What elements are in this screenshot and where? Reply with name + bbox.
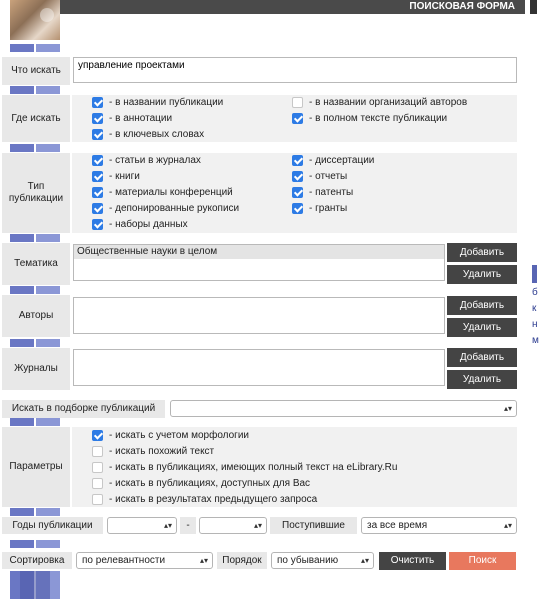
year-to-select[interactable] [199,517,267,534]
pubtype-option-grants[interactable]: - гранты [292,203,347,214]
authors-list[interactable] [73,297,445,334]
sidebar-fragment[interactable]: н [532,319,538,330]
topic-list[interactable] [73,244,445,281]
pubtype-option-articles[interactable]: - статьи в журналах [92,155,201,166]
checkbox-icon[interactable] [92,171,103,182]
updown-arrow-icon: ▴▾ [253,521,262,530]
checkbox-icon[interactable] [92,155,103,166]
checkbox-icon[interactable] [292,155,303,166]
topic-label: Тематика [2,243,70,285]
pubtype-option-dissertations[interactable]: - диссертации [292,155,374,166]
received-label: Поступившие [270,517,357,534]
checkbox-icon[interactable] [92,462,103,473]
sort-label: Сортировка [2,552,72,569]
journals-list[interactable] [73,349,445,386]
query-label: Что искать [2,57,70,85]
authors-remove-button[interactable]: Удалить [447,318,517,337]
section-tab-decor [10,144,60,152]
updown-arrow-icon: ▴▾ [503,521,512,530]
section-tab-decor [10,339,60,347]
updown-arrow-icon: ▴▾ [163,521,172,530]
journals-add-button[interactable]: Добавить [447,348,517,367]
checkbox-icon[interactable] [292,187,303,198]
pubtype-option-reports[interactable]: - отчеты [292,171,347,182]
right-panel-edge [530,0,537,14]
where-label: Где искать [2,95,70,142]
updown-arrow-icon: ▴▾ [503,404,512,413]
form-title: ПОИСКОВАЯ ФОРМА [60,0,525,14]
section-tab-decor [10,508,60,516]
pubtype-option-books[interactable]: - книги [92,171,140,182]
updown-arrow-icon: ▴▾ [199,556,208,565]
logo-image [10,0,60,42]
checkbox-icon[interactable] [92,219,103,230]
bottom-decor [10,571,60,599]
checkbox-icon[interactable] [92,97,103,108]
year-from-select[interactable] [107,517,177,534]
checkbox-icon[interactable] [92,187,103,198]
order-select[interactable]: по убыванию ▴▾ [271,552,374,569]
checkbox-icon[interactable] [92,203,103,214]
search-button[interactable]: Поиск [449,552,516,570]
collection-select[interactable] [170,400,517,417]
sidebar-fragment[interactable]: б [532,287,538,298]
where-option-title[interactable]: - в названии публикации [92,97,223,108]
journals-label: Журналы [2,348,70,390]
checkbox-icon[interactable] [92,446,103,457]
where-option-fulltext[interactable]: - в полном тексте публикации [292,113,447,124]
checkbox-icon[interactable] [92,113,103,124]
param-previous-results[interactable]: - искать в результатах предыдущего запроса [92,494,317,505]
param-fulltext-elibrary[interactable]: - искать в публикациях, имеющих полный текст на eLibrary.Ru [92,462,397,473]
sort-select[interactable]: по релевантности ▴▾ [76,552,213,569]
where-option-abstract[interactable]: - в аннотации [92,113,172,124]
checkbox-icon[interactable] [292,97,303,108]
topic-remove-button[interactable]: Удалить [447,265,517,284]
topic-selected-item[interactable]: Общественные науки в целом [74,245,444,259]
right-panel-tab [532,265,537,283]
param-similar-text[interactable]: - искать похожий текст [92,446,214,457]
pubtype-option-patents[interactable]: - патенты [292,187,353,198]
pubtype-option-manuscripts[interactable]: - депонированные рукописи [92,203,239,214]
journals-remove-button[interactable]: Удалить [447,370,517,389]
section-tab-decor [10,418,60,426]
section-tab-decor [10,540,60,548]
sidebar-fragment[interactable]: к [532,303,537,314]
section-tab-decor [10,86,60,94]
param-morphology[interactable]: - искать с учетом морфологии [92,430,249,441]
checkbox-icon[interactable] [292,203,303,214]
pubtype-option-conferences[interactable]: - материалы конференций [92,187,233,198]
updown-arrow-icon: ▴▾ [360,556,369,565]
clear-button[interactable]: Очистить [379,552,446,570]
authors-add-button[interactable]: Добавить [447,296,517,315]
pubtype-label: Тип публикации [2,153,70,233]
where-option-affiliations[interactable]: - в названии организаций авторов [292,97,467,108]
received-select[interactable]: за все время ▴▾ [361,517,517,534]
topic-add-button[interactable]: Добавить [447,243,517,262]
years-label: Годы публикации [2,517,103,534]
checkbox-icon[interactable] [292,113,303,124]
section-tab-decor [10,234,60,242]
section-tab-decor [10,286,60,294]
checkbox-icon[interactable] [92,430,103,441]
checkbox-icon[interactable] [92,494,103,505]
where-option-keywords[interactable]: - в ключевых словах [92,129,204,140]
years-dash: - [180,517,196,534]
checkbox-icon[interactable] [292,171,303,182]
param-available[interactable]: - искать в публикациях, доступных для Вас [92,478,310,489]
sidebar-fragment[interactable]: м [532,335,539,346]
params-label: Параметры [2,427,70,507]
checkbox-icon[interactable] [92,478,103,489]
authors-label: Авторы [2,295,70,337]
collection-label: Искать в подборке публикаций [2,400,165,418]
order-label: Порядок [217,552,267,569]
pubtype-option-datasets[interactable]: - наборы данных [92,219,188,230]
checkbox-icon[interactable] [92,129,103,140]
query-input[interactable] [73,57,517,83]
section-tab-decor [10,44,60,52]
